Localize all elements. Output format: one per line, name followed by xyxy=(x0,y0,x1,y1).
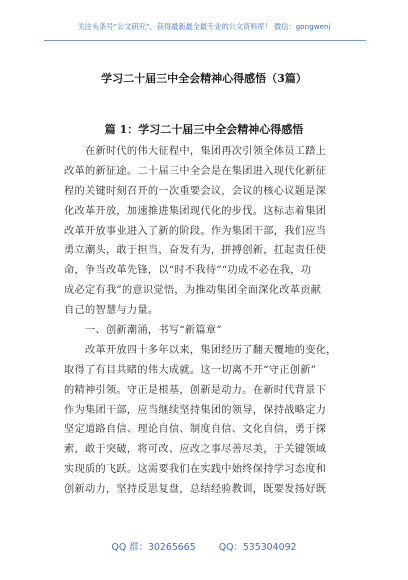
body-line: 命，争当改革先锋，以“时不我待”“功成不必在我，功 xyxy=(64,265,312,277)
body-line: 在新时代的伟大征程中，集团再次引领全体员工踏上 xyxy=(64,146,327,157)
footer-qq: QQ：535304092 xyxy=(218,542,297,553)
section-title: 篇 1：学习二十届三中全会精神心得感悟 xyxy=(104,123,304,136)
body-line: 的精神引领。守正是根基，创新是动力。在新时代背景下 xyxy=(64,384,327,396)
body-line: 改革的新征途。二十届三中全会是在集团进入现代化新征 xyxy=(64,165,327,177)
body-line: 自己的智慧与力量。 xyxy=(64,305,159,317)
body-line: 实现质的飞跃。这需要我们在实践中始终保持学习态度和 xyxy=(64,464,327,476)
body-heading-line: 一、创新潮涌，书写“新篇章” xyxy=(64,325,222,337)
header-notice: 关注头条号“公文研究”，获得最新最全最专业的公文资料库！ 微信：gongwenj xyxy=(77,22,331,31)
body-line: 化改革开放，加速推进集团现代化的步伐。这标志着集团 xyxy=(64,205,327,217)
body-line: 坚定道路自信、理论自信、制度自信、文化自信，勇于探 xyxy=(64,424,327,436)
footer-qq-group: QQ 群：30265665 xyxy=(111,542,196,553)
body-line: 程的关键时刻召开的一次重要会议，会议的核心议题是深 xyxy=(64,185,327,197)
body-line: 勇立潮头，敢于担当，奋发有为，拼搏创新，扛起责任使 xyxy=(64,245,327,257)
header-divider xyxy=(44,40,366,41)
body-line: 成必定有我”的意识觉悟，为推动集团全面深化改革贡献 xyxy=(64,285,322,297)
document-body xyxy=(64,142,350,500)
document-title: 学习二十届三中全会精神心得感悟（3篇） xyxy=(101,72,307,85)
body-line: 改革开放四十多年以来，集团经历了翻天覆地的变化， xyxy=(64,344,337,356)
body-line: 作为集团干部，应当继续坚持集团的领导，保持战略定力 xyxy=(64,404,327,416)
body-line: 创新动力，坚持反思复盘，总结经验教训，既要发扬好既 xyxy=(64,484,327,496)
body-line: 改革开放事业进入了新的阶段。作为集团干部，我们应当 xyxy=(64,225,327,237)
footer-contact xyxy=(0,539,408,553)
body-line: 索，敢于突破，将可改、应改之事尽善尽美，于关键领域 xyxy=(64,444,327,456)
body-line: 取得了有目共睹的伟大成就。这一切离不开“守正创新” xyxy=(64,364,317,376)
